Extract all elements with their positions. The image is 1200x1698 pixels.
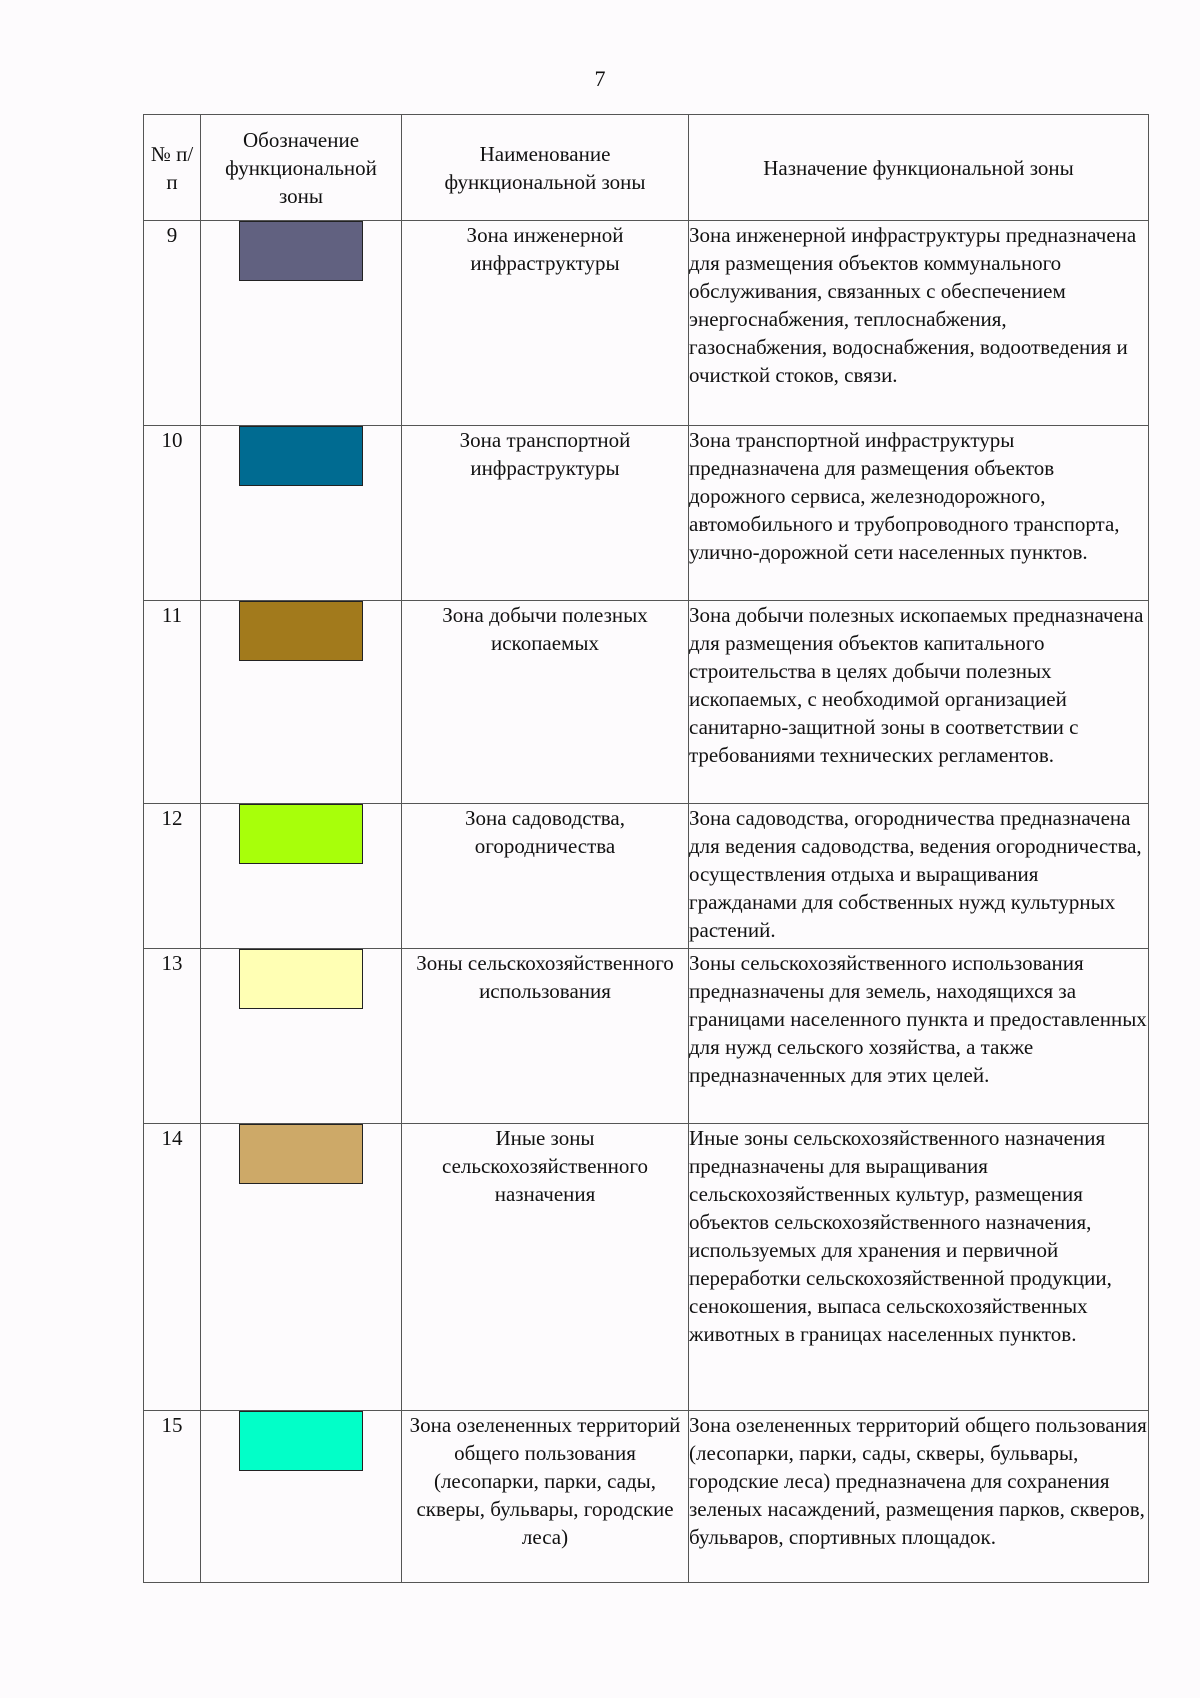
zone-purpose: Зоны сельскохозяйственного использования предназначены для земель, находящихся за границами населенного пункта и предоставленных для нужд сельского хозяйства, а также предназначенных для этих целей. <box>689 949 1149 1124</box>
zone-color-swatch <box>239 1411 363 1471</box>
table-row <box>144 1411 1149 1583</box>
page-number: 7 <box>594 66 606 91</box>
zone-name: Зона озелененных территорий общего пользования (лесопарки, парки, сады, скверы, бульвары, городские леса) <box>402 1411 689 1583</box>
zone-name: Иные зоны сельскохозяйственного назначения <box>402 1124 689 1411</box>
designation-cell <box>201 804 402 949</box>
table-row <box>144 221 1149 426</box>
zone-purpose: Зона инженерной инфраструктуры предназначена для размещения объектов коммунального обслуживания, связанных с обеспечением энергоснабжения, теплоснабжения, газоснабжения, водоснабжения, водоотведения и очисткой стоков, связи. <box>689 221 1149 426</box>
row-number: 11 <box>144 601 201 804</box>
zone-name: Зона садоводства, огородничества <box>402 804 689 949</box>
table-row <box>144 1124 1149 1411</box>
zone-purpose: Зона транспортной инфраструктуры предназначена для размещения объектов дорожного сервиса, железнодорожного, автомобильного и трубопроводного транспорта, улично-дорожной сети населенных пунктов. <box>689 426 1149 601</box>
zone-purpose: Зона добычи полезных ископаемых предназначена для размещения объектов капитального строительства в целях добычи полезных ископаемых, с необходимой организацией санитарно-защитной зоны в соответствии с требованиями технических регламентов. <box>689 601 1149 804</box>
designation-cell <box>201 601 402 804</box>
zone-purpose: Иные зоны сельскохозяйственного назначения предназначены для выращивания сельскохозяйственных культур, размещения объектов сельскохозяйственного назначения, используемых для хранения и первичной переработки сельскохозяйственной продукции, сенокошения, выпаса сельскохозяйственных животных в границах населенных пунктов. <box>689 1124 1149 1411</box>
designation-cell <box>201 949 402 1124</box>
zone-color-swatch <box>239 601 363 661</box>
designation-cell <box>201 221 402 426</box>
designation-cell <box>201 426 402 601</box>
zone-color-swatch <box>239 426 363 486</box>
designation-cell <box>201 1411 402 1583</box>
zone-color-swatch <box>239 949 363 1009</box>
table-header-row <box>144 115 1149 221</box>
zone-name: Зоны сельскохозяйственного использования <box>402 949 689 1124</box>
header-purpose: Назначение функциональной зоны <box>689 115 1149 221</box>
zone-name: Зона добычи полезных ископаемых <box>402 601 689 804</box>
table-row <box>144 804 1149 949</box>
row-number: 9 <box>144 221 201 426</box>
row-number: 15 <box>144 1411 201 1583</box>
row-number: 12 <box>144 804 201 949</box>
header-designation: Обозначение функциональной зоны <box>201 115 402 221</box>
zone-purpose: Зона садоводства, огородничества предназначена для ведения садоводства, ведения огородничества, осуществления отдыха и выращивания гражданами для собственных нужд культурных растений. <box>689 804 1149 949</box>
table-row <box>144 601 1149 804</box>
zone-color-swatch <box>239 804 363 864</box>
header-num: № п/п <box>144 115 201 221</box>
zone-purpose: Зона озелененных территорий общего пользования (лесопарки, парки, сады, скверы, бульвары, городские леса) предназначена для сохранения зеленых насаждений, размещения парков, скверов, бульваров, спортивных площадок. <box>689 1411 1149 1583</box>
zone-color-swatch <box>239 221 363 281</box>
designation-cell <box>201 1124 402 1411</box>
row-number: 10 <box>144 426 201 601</box>
header-name: Наименование функциональной зоны <box>402 115 689 221</box>
zone-name: Зона инженерной инфраструктуры <box>402 221 689 426</box>
zone-name: Зона транспортной инфраструктуры <box>402 426 689 601</box>
zone-color-swatch <box>239 1124 363 1184</box>
functional-zones-table <box>143 114 1149 1583</box>
table-row <box>144 949 1149 1124</box>
table-row <box>144 426 1149 601</box>
row-number: 14 <box>144 1124 201 1411</box>
row-number: 13 <box>144 949 201 1124</box>
